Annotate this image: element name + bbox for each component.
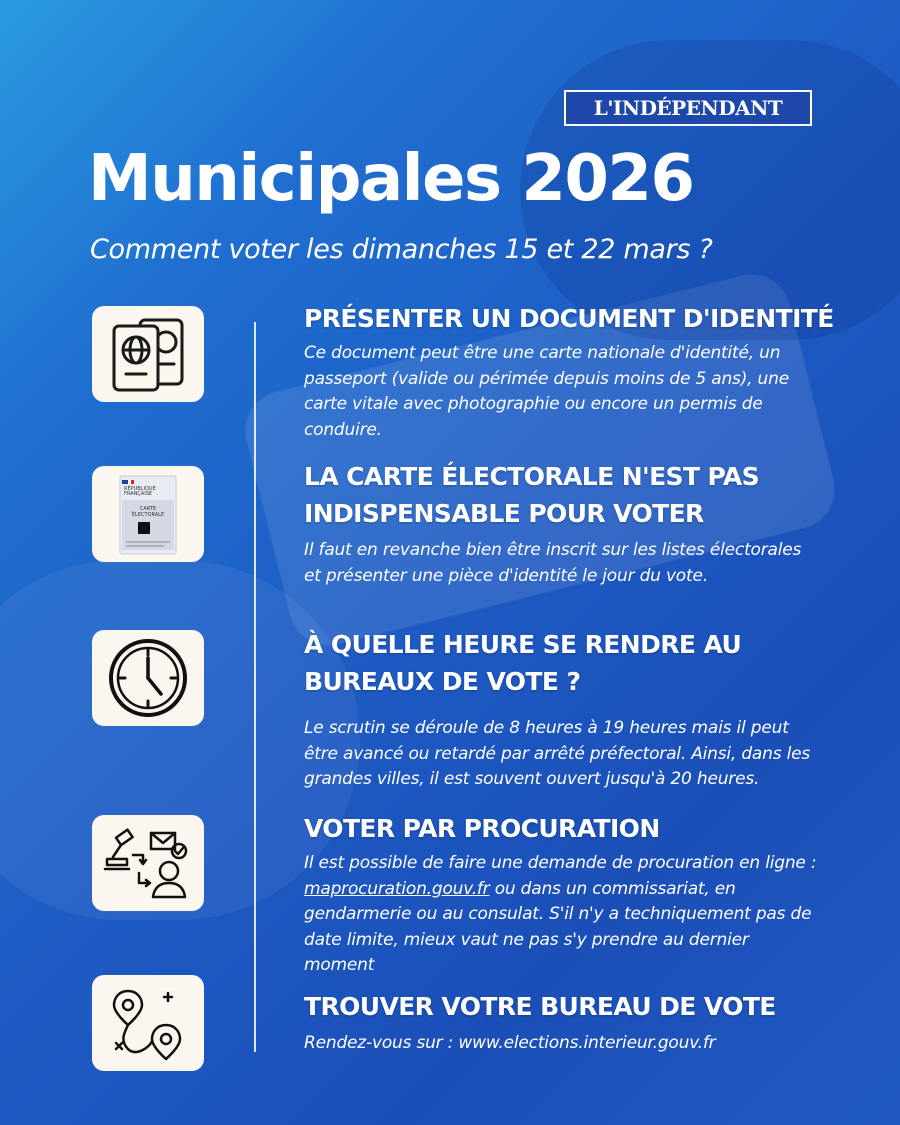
section-hours [304, 626, 864, 793]
section-identity-body: Ce document peut être une carte nationale d'identité, un passeport (valide ou périmée depuis moins de 5 ans), une carte vitale avec photographie ou encore un permis de conduire. [304, 343, 789, 440]
section-hours-body: Le scrutin se déroule de 8 heures à 19 heures mais il peut être avancé ou retardé par arrêté préfectoral. Ainsi, dans les grandes villes, il est souvent ouvert jusqu'à 20 heures. [304, 718, 811, 789]
passport-id-icon [92, 306, 204, 402]
section-identity [304, 300, 864, 443]
voter-card-label2: ÉLECTORALE [131, 512, 165, 518]
brand-logo-text: L'INDÉPENDANT [593, 96, 783, 120]
section-identity-title: PRÉSENTER UN DOCUMENT D'IDENTITÉ [304, 304, 834, 333]
brand-logo [564, 90, 812, 126]
section-find-office-title: TROUVER VOTRE BUREAU DE VOTE [304, 992, 776, 1021]
section-proxy-body-end: ou dans un commissariat, en gendarmerie ou au consulat. S'il n'y a techniquement pas de date limite, mieux vaut ne pas s'y prendre au dernier moment [304, 878, 812, 975]
section-hours-title: À QUELLE HEURE SE RENDRE AU BUREAUX DE VOTE ? [304, 630, 742, 696]
proxy-vote-icon [92, 815, 204, 911]
section-proxy [304, 810, 864, 979]
section-find-office [304, 988, 864, 1057]
clock-icon [92, 630, 204, 726]
procuration-link[interactable]: maprocuration.gouv.fr [304, 878, 490, 899]
section-voter-card-body: Il faut en revanche bien être inscrit sur les listes électorales et présenter une pièce d'identité le jour du vote. [304, 540, 802, 586]
section-proxy-body [304, 851, 824, 979]
voter-card-label1: CARTE [139, 506, 157, 512]
route-map-pin-icon [92, 975, 204, 1071]
voter-card-icon [92, 466, 204, 562]
page-title: Municipales 2026 [88, 142, 694, 216]
vertical-divider [254, 322, 256, 1052]
section-proxy-title: VOTER PAR PROCURATION [304, 814, 660, 843]
voter-card-line2: FRANÇAISE [124, 491, 153, 497]
page-subtitle: Comment voter les dimanches 15 et 22 mars ? [90, 234, 713, 265]
voter-card-line1: RÉPUBLIQUE [124, 486, 156, 492]
section-voter-card-title: LA CARTE ÉLECTORALE N'EST PAS INDISPENSABLE POUR VOTER [304, 462, 760, 528]
section-voter-card [304, 458, 864, 589]
section-find-office-body: Rendez-vous sur : www.elections.interieur.gouv.fr [304, 1033, 716, 1053]
section-proxy-body-start: Il est possible de faire une demande de procuration en ligne : [304, 853, 817, 873]
